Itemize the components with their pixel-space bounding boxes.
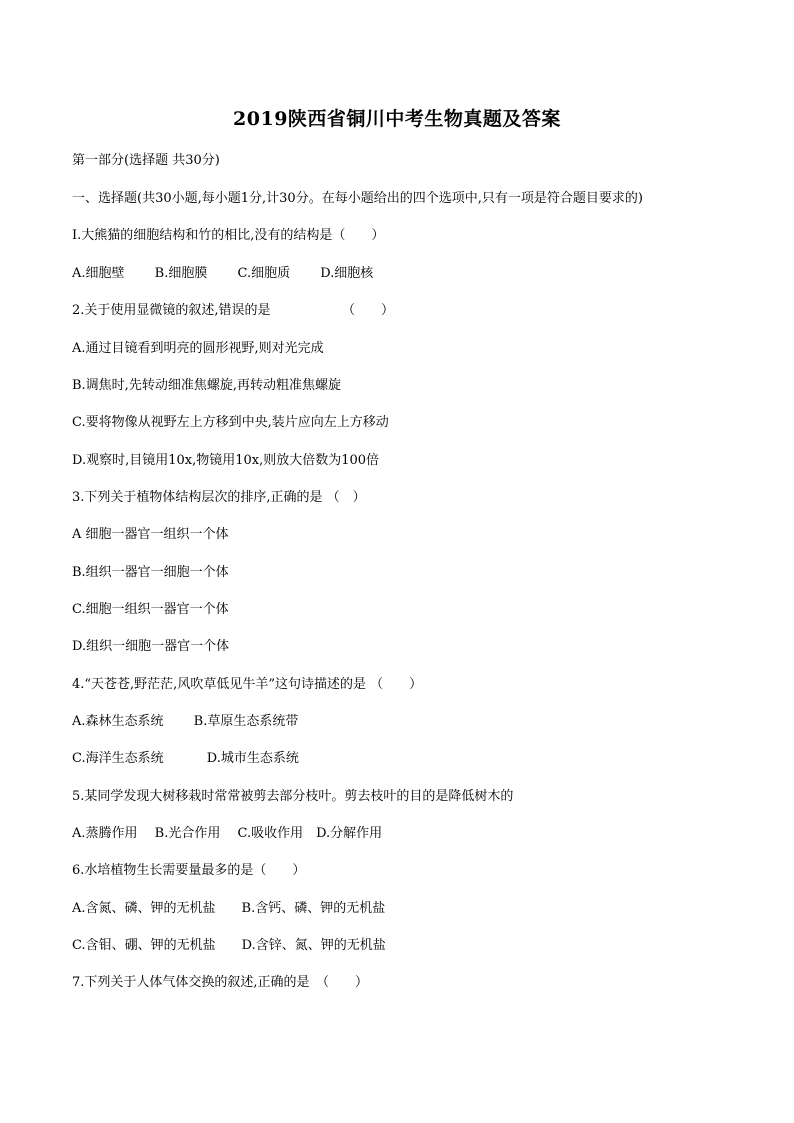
document-title: 2019陕西省铜川中考生物真题及答案	[233, 108, 561, 130]
section-heading: 第一部分(选择题 共30分)	[72, 153, 220, 168]
question-2-option-d: D.观察时,目镜用10x,物镜用10x,则放大倍数为100倍	[72, 453, 380, 468]
question-6-options-ab: A.含氮、磷、钾的无机盐 B.含钙、磷、钾的无机盐	[72, 901, 386, 916]
question-3-option-a: A 细胞一器官一组织一个体	[72, 527, 229, 542]
question-6: 6.水培植物生长需要量最多的是（ ）	[72, 863, 306, 878]
question-3-option-c: C.细胞一组织一器官一个体	[72, 602, 229, 617]
section-instructions: 一、选择题(共30小题,每小题1分,计30分。在每小题给出的四个选项中,只有一项是符合题目要求的)	[72, 191, 643, 206]
question-3-option-b: B.组织一器官一细胞一个体	[72, 565, 229, 580]
question-7: 7.下列关于人体气体交换的叙述,正确的是 （ ）	[72, 975, 369, 990]
question-5-options: A.蒸腾作用 B.光合作用 C.吸收作用 D.分解作用	[72, 826, 383, 841]
question-4-options-cd: C.海洋生态系统 D.城市生态系统	[72, 751, 299, 766]
question-1: I.大熊猫的细胞结构和竹的相比,没有的结构是（ ）	[72, 228, 385, 243]
question-1-options: A.细胞壁 B.细胞膜 C.细胞质 D.细胞核	[72, 266, 374, 281]
question-3: 3.下列关于植物体结构层次的排序,正确的是 （ ）	[72, 490, 366, 505]
question-5: 5.某同学发现大树移栽时常常被剪去部分枝叶。剪去枝叶的目的是降低树木的	[72, 789, 514, 804]
question-2-option-a: A.通过目镜看到明亮的圆形视野,则对光完成	[72, 341, 324, 356]
question-6-options-cd: C.含钼、硼、钾的无机盐 D.含锌、氮、钾的无机盐	[72, 938, 386, 953]
question-2-option-c: C.要将物像从视野左上方移到中央,装片应向左上方移动	[72, 415, 389, 430]
question-4-options-ab: A.森林生态系统 B.草原生态系统带	[72, 714, 299, 729]
question-2: 2.关于使用显微镜的叙述,错误的是 （ ）	[72, 303, 395, 318]
question-4: 4.“天苍苍,野茫茫,风吹草低见牛羊”这句诗描述的是 （ ）	[72, 677, 423, 692]
question-3-option-d: D.组织一细胞一器官一个体	[72, 639, 230, 654]
question-2-option-b: B.调焦时,先转动细准焦螺旋,再转动粗准焦螺旋	[72, 378, 341, 393]
